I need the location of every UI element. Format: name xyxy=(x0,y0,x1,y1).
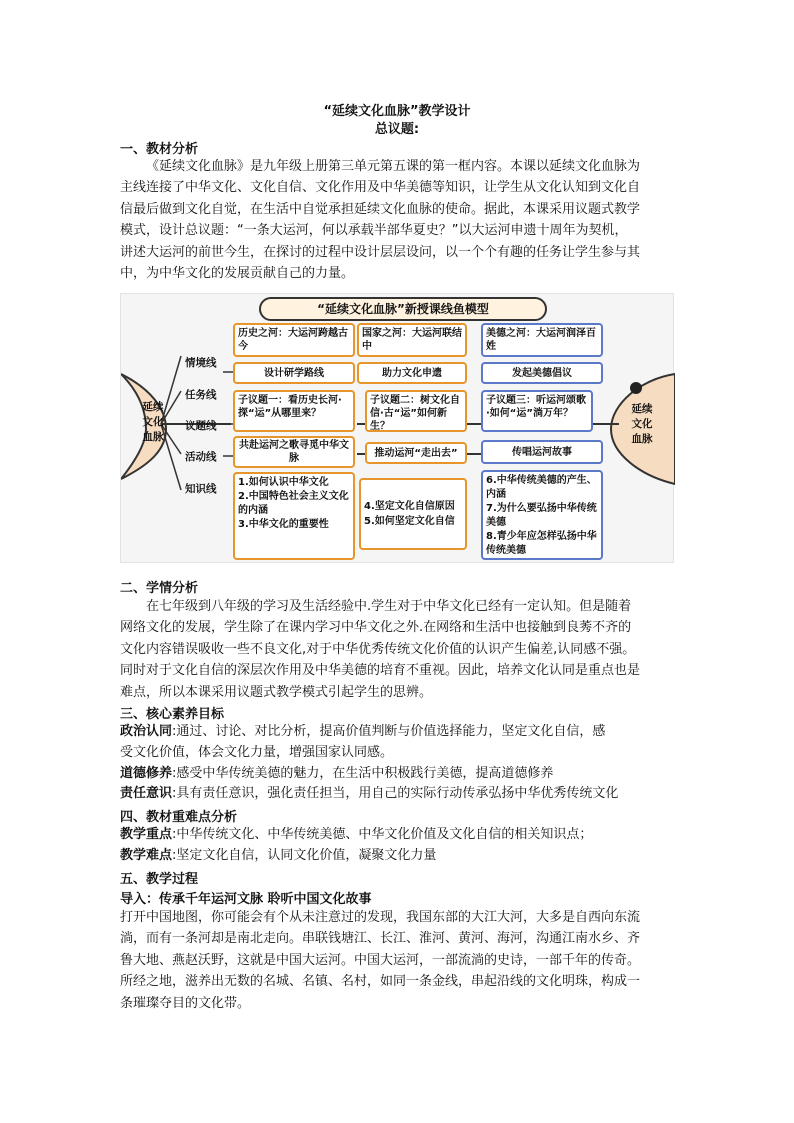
moral-label: 道德修养 xyxy=(120,766,173,781)
diagram-title: “延续文化血脉”新授课线鱼模型 xyxy=(259,297,547,321)
section2-heading: 二、学情分析 xyxy=(120,581,199,596)
section1-line: 主线连接了中华文化、文化自信、文化作用及中华美德等知识，让学生从文化认知到文化自 xyxy=(120,180,641,196)
situation-box: 国家之河：大运河联结中 xyxy=(357,323,467,357)
row-label-situation: 情境线 xyxy=(185,357,217,369)
fish-tail-text: 血脉 xyxy=(142,431,164,443)
section2-line: 文化内容错误吸收一些不良文化,对于中华优秀传统文化价值的认识产生偏差,认同感不强。 xyxy=(120,641,636,657)
key-point-text: :中华传统文化、中华传统美德、中华文化价值及文化自信的相关知识点； xyxy=(172,827,593,842)
moral-line xyxy=(120,764,680,784)
section5-line: 淌，而有一条河却是南北走向。串联钱塘江、长江、淮河、黄河、海河，沟通江南水乡、齐 xyxy=(120,931,641,947)
difficulty-label: 教学难点 xyxy=(120,848,173,863)
section5-line: 条璀璨夺目的文化带。 xyxy=(120,995,251,1011)
topic-box: 子议题二：树文化自信·古“运”如何新生？ xyxy=(365,390,467,432)
key-point-line xyxy=(120,825,680,845)
topic-box: 子议题三：听运河颂歌·如何“运”淌万年？ xyxy=(481,390,593,432)
situation-box: 美德之河：大运河润泽百姓 xyxy=(481,323,603,357)
section2-line: 难点，所以本课采用议题式教学模式引起学生的思辨。 xyxy=(120,684,433,700)
task-box: 设计研学路线 xyxy=(233,362,355,384)
duty-label: 责任意识 xyxy=(120,786,173,801)
section1-line: 模式，设计总议题：“一条大运河，何以承载半部华夏史？”以大运河申遗十周年为契机， xyxy=(120,223,628,239)
fish-tail-label xyxy=(141,400,165,445)
section2-line: 同时对于文化自信的深层次作用及中华美德的培育不重视。因此，培养文化认同是重点也是 xyxy=(120,663,641,679)
document-subtitle: 总议题: xyxy=(374,122,420,137)
section2-line: 网络文化的发展，学生除了在课内学习中华文化之外.在网络和生活中也接触到良莠不齐的 xyxy=(120,620,632,636)
political-line-2: 受文化价值，体会文化力量，增强国家认同感。 xyxy=(120,745,394,760)
fish-head-text: 血脉 xyxy=(631,433,653,445)
row-label-task: 任务线 xyxy=(185,389,217,401)
section1-paragraph xyxy=(120,156,676,284)
political-text: :通过、讨论、对比分析，提高价值判断与价值选择能力，坚定文化自信，感 xyxy=(172,724,606,739)
duty-text: :具有责任意识，强化责任担当，用自己的实际行动传承弘扬中华优秀传统文化 xyxy=(172,786,619,801)
knowledge-box: 6.中华传统美德的产生、内涵 7.为什么要弘扬中华传统美德 8.青少年应怎样弘扬中华传统美德 xyxy=(481,470,603,560)
fish-tail-text: 延续 xyxy=(142,401,164,413)
row-label-activity: 活动线 xyxy=(185,451,217,463)
fishbone-diagram xyxy=(120,293,674,563)
section1-line: 《延续文化血脉》是九年级上册第三单元第五课的第一框内容。本课以延续文化血脉为 xyxy=(146,159,641,174)
section5-paragraph xyxy=(120,907,676,1014)
moral-text: :感受中华传统美德的魅力，在生活中积极践行美德，提高道德修养 xyxy=(172,766,554,781)
activity-box: 共赴运河之歌寻觅中华文脉 xyxy=(233,436,355,468)
fish-head-label xyxy=(627,402,657,447)
section4-heading: 四、教材重难点分析 xyxy=(120,810,238,825)
section1-heading: 一、教材分析 xyxy=(120,142,199,157)
topic-box: 子议题一：看历史长河·探“运”从哪里来？ xyxy=(233,390,355,432)
section1-line: 中，为中华文化的发展贡献自己的力量。 xyxy=(120,266,355,282)
difficulty-text: :坚定文化自信，认同文化价值，凝聚文化力量 xyxy=(172,848,437,863)
fish-eye xyxy=(630,382,642,394)
fish-head-text: 延续 xyxy=(631,403,653,415)
knowledge-box: 4.坚定文化自信原因 5.如何坚定文化自信 xyxy=(359,478,467,550)
duty-line xyxy=(120,784,680,804)
section2-line: 在七年级到八年级的学习及生活经验中.学生对于中华文化已经有一定认知。但是随着 xyxy=(146,599,632,614)
activity-box: 传唱运河故事 xyxy=(481,440,603,464)
section5-line: 鲁大地、燕赵沃野，这就是中国大运河。中国大运河，一部流淌的史诗，一部千年的传奇。 xyxy=(120,952,641,968)
political-label: 政治认同 xyxy=(120,724,173,739)
section1-line: 信最后做到文化自觉，在生活中自觉承担延续文化血脉的使命。据此，本课采用议题式教学 xyxy=(120,201,641,217)
task-box: 助力文化申遗 xyxy=(357,362,467,384)
political-line xyxy=(120,722,680,742)
situation-box: 历史之河：大运河跨越古今 xyxy=(233,323,355,357)
task-box: 发起美德倡议 xyxy=(481,362,603,384)
knowledge-box: 1.如何认识中华文化 2.中国特色社会主义文化的内涵 3.中华文化的重要性 xyxy=(233,472,355,560)
document-title: “延续文化血脉”教学设计 xyxy=(323,104,471,119)
section3-heading: 三、核心素养目标 xyxy=(120,707,225,722)
section2-paragraph xyxy=(120,596,676,703)
fish-tail-text: 文化 xyxy=(142,416,164,428)
fish-head-text: 文化 xyxy=(631,418,653,430)
row-label-topic: 议题线 xyxy=(185,420,217,432)
section1-line: 讲述大运河的前世今生，在探讨的过程中设计层层设问，以一个个有趣的任务让学生参与其 xyxy=(120,244,641,260)
section5-line: 打开中国地图，你可能会有个从未注意过的发现，我国东部的大江大河，大多是自西向东流 xyxy=(120,910,641,925)
difficulty-line xyxy=(120,846,680,866)
section5-heading: 五、教学过程 xyxy=(120,872,199,887)
activity-box: 推动运河“走出去” xyxy=(365,442,467,464)
section5-line: 所经之地，滋养出无数的名城、名镇、名村，如同一条金线，串起沿线的文化明珠，构成一 xyxy=(120,974,641,990)
row-label-knowledge: 知识线 xyxy=(185,483,217,495)
key-point-label: 教学重点 xyxy=(120,827,173,842)
intro-heading: 导入：传承千年运河文脉 聆听中国文化故事 xyxy=(120,892,372,907)
